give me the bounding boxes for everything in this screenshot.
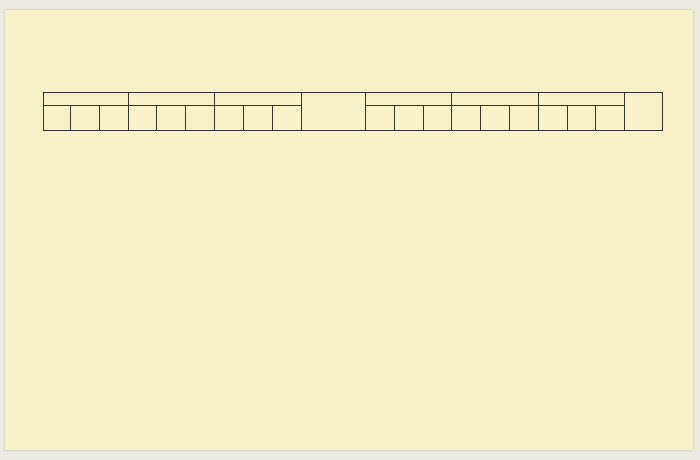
- header-sex-col: [596, 106, 625, 131]
- header-sex-col: [394, 106, 423, 131]
- header-age-21-30: [452, 93, 538, 106]
- header-sex-col: [509, 106, 538, 131]
- header-village-right: [625, 93, 663, 131]
- header-sex-col: [243, 106, 272, 131]
- header-sex-col: [128, 106, 157, 131]
- document-body: [5, 10, 693, 450]
- header-sex-col: [567, 106, 596, 131]
- header-sex-col: [99, 106, 128, 131]
- header-sex-col: [481, 106, 510, 131]
- header-sex-col: [365, 106, 394, 131]
- header-sex-col: [186, 106, 215, 131]
- header-sex-col: [452, 106, 481, 131]
- header-age-35-44: [44, 93, 129, 106]
- header-age-15-20: [538, 93, 624, 106]
- document-sheet: [5, 10, 693, 450]
- table-header-groups: [44, 93, 663, 106]
- header-sex-col: [70, 106, 99, 131]
- header-sex-col: [272, 106, 301, 131]
- header-sex-col: [157, 106, 186, 131]
- literacy-table: [43, 92, 663, 131]
- header-age-25-34: [128, 93, 214, 106]
- header-village-left: [301, 93, 365, 131]
- header-sex-col: [44, 106, 71, 131]
- header-sex-col: [423, 106, 452, 131]
- header-age-31-40: [365, 93, 451, 106]
- header-sex-col: [215, 106, 244, 131]
- header-sex-col: [538, 106, 567, 131]
- header-age-20-24: [215, 93, 301, 106]
